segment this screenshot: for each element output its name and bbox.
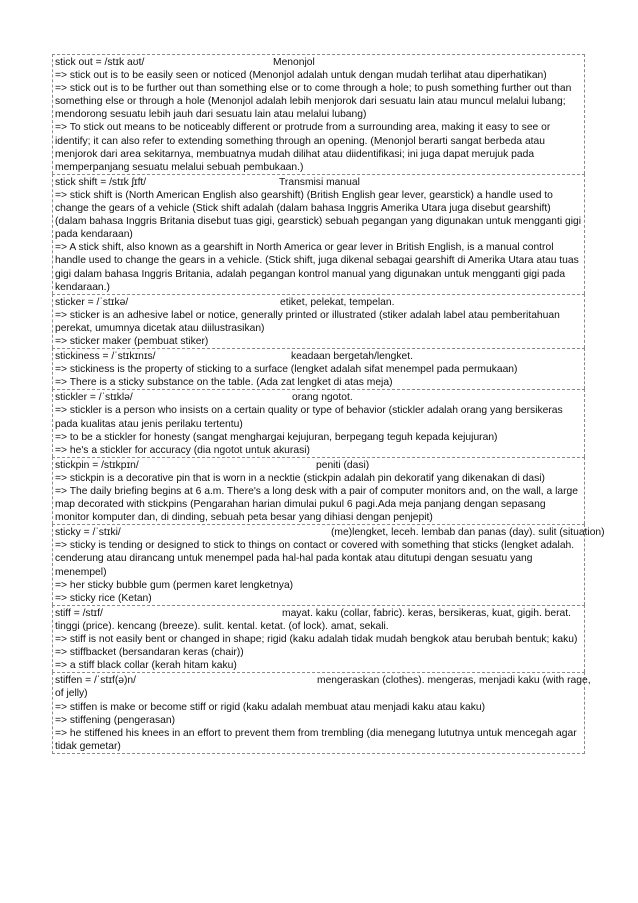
entry-line: => a stiff black collar (kerah hitam kaku) [55,660,237,672]
entry-header [55,459,582,472]
entry-line: => stick out is to be further out than something else or to come through a hole; to push something further out than something else or through a hole (Menonjol adalah lebih menjorok dari sesuatu lain atau muncul melalui lubang; mendorong sesuatu lebih jauh dari sesuatu lain atau melalui lubang) [55,83,572,121]
headword: stiffen = /ˈstɪf(ə)n/ [55,675,137,687]
glossary-entry [52,54,585,174]
entry-header [55,607,582,620]
entry-line: => stickpin is a decorative pin that is worn in a necktie (stickpin adalah pin dekoratif yang dikenakan di dasi) [55,472,545,484]
entry-line: => stickler is a person who insists on a certain quality or type of behavior (stickler adalah orang yang bersikeras pada kualitas atau jenis perilaku tertentu) [55,405,563,430]
glossary-entry [52,524,605,605]
entry-line: => sticker is an adhesive label or notice, generally printed or illustrated (stiker adalah label atau pemberitahuan perekat, umumnya dicetak atau diilustrasikan) [55,309,560,334]
headword: stick shift = /stɪk ʃɪft/ [55,176,147,188]
entry-line: => stickiness is the property of sticking to a surface (lengket adalah sifat menempel pada permukaan) [55,364,518,376]
headword-meaning: (me)lengket, leceh. lembab dan panas (day). sulit (situation) [331,527,605,539]
entry-line: => There is a sticky substance on the table. (Ada zat lengket di atas meja) [55,377,393,389]
headword-meaning: etiket, pelekat, tempelan. [280,296,395,308]
entry-line: => The daily briefing begins at 6 a.m. There's a long desk with a pair of computer monitors and, on the wall, a large map decorated with stickpins (Pengarahan harian dimulai pukul 6 pagi.Ada meja panjang dengan sepasang monitor komputer dan, di dinding, sebuah peta besar yang dihiasi dengan penjepit) [55,486,579,524]
entry-line: => stiff is not easily bent or changed in shape; rigid (kaku adalah tidak mudah bengkok atau berubah bentuk; kaku) [55,634,578,646]
entry-header [55,391,582,404]
glossary-entry [52,294,585,348]
headword-meaning: peniti (dasi) [316,459,370,471]
entry-line: => stiffening (pengerasan) [55,714,176,726]
entry-line: => stiffbacket (bersandaran keras (chair)) [55,647,244,659]
entry-line: => he's a stickler for accuracy (dia ngotot untuk akurasi) [55,444,310,456]
entry-header [55,296,582,309]
headword: sticky = /ˈstɪki/ [55,527,121,539]
entry-header [55,350,582,363]
entry-line: => he stiffened his knees in an effort to prevent them from trembling (dia menegang lututnya untuk mencegah agar tidak gemetar) [55,727,577,752]
glossary-entry [52,348,585,389]
entry-line: => A stick shift, also known as a gearshift in North America or gear lever in British English, is a manual control handle used to change the gears in a vehicle. (Stick shift, juga dikenal sebagai gearshift di Amerika Utara atau tuas gigi dalam bahasa Inggris Britania, adalah pegangan kontrol manual yang digunakan untuk mengganti gigi pada kendaraan.) [55,242,579,293]
entry-line: => stiffen is make or become stiff or rigid (kaku adalah membuat atau menjadi kaku atau kaku) [55,701,486,713]
headword: sticker = /ˈstɪkə/ [55,296,129,308]
headword-meaning: mayat. kaku (collar, fabric). keras, bersikeras, kuat, gigih. berat. [282,607,572,619]
entry-line: => To stick out means to be noticeably different or protrude from a surrounding area, making it easy to see or identify; it can also refer to extending something through an opening. (Menonjol berarti sangat berbeda atau menjorok dari area sekitarnya, membuatnya mudah dilihat atau diidentifikasi; ini juga dapat merujuk pada memperpanjang sesuatu melalui sebuah pembukaan.) [55,122,551,173]
entry-header [55,176,582,189]
headword: stiff = /stɪf/ [55,607,103,619]
glossary-entry [52,605,585,672]
glossary-entry [52,174,585,294]
entry-line: => stick out is to be easily seen or noticed (Menonjol adalah untuk dengan mudah terlihat atau diperhatikan) [55,70,547,82]
entry-line: => sticky rice (Ketan) [55,592,152,604]
glossary-entry [52,389,585,456]
glossary-page [52,54,605,754]
headword: stickpin = /stɪkpɪn/ [55,459,139,471]
headword-meaning: orang ngotot. [292,392,353,404]
headword-meaning: Menonjol [273,57,315,68]
entry-header [55,56,582,69]
entry-line: => her sticky bubble gum (permen karet lengketnya) [55,579,294,591]
glossary-entry [52,457,585,524]
headword-meaning: Transmisi manual [279,176,360,188]
glossary-entry [52,672,591,754]
entry-line: of jelly) [55,688,88,700]
headword-meaning: keadaan bergetah/lengket. [291,351,413,363]
entry-line: => sticker maker (pembuat stiker) [55,335,209,347]
entry-line: tinggi (price). kencang (breeze). sulit. kental. ketat. (of lock). amat, sekali. [55,620,389,632]
entry-line: => sticky is tending or designed to stick to things on contact or covered with something that sticks (lengket adalah. cenderung atau dirancang untuk menempel pada hal-hal pada kontak atau ditutupi dengan sesuatu yang menempel) [55,540,575,578]
entry-header [55,674,591,687]
headword: stickler = /ˈstɪklə/ [55,392,133,404]
entry-header [55,526,605,539]
headword: stickiness = /ˈstɪkɪnɪs/ [55,351,156,363]
headword: stick out = /stɪk aʊt/ [55,57,145,68]
entry-line: => stick shift is (North American English also gearshift) (British English gear lever, gearstick) a handle used to change the gears of a vehicle (Stick shift adalah (dalam bahasa Inggris Amerika Utara juga disebut gearshift) (dalam bahasa Inggris Britania disebut tuas gigi, gearstick) sebuah pegangan yang digunakan untuk mengganti gigi pada kendaraan) [55,189,582,241]
entry-line: => to be a stickler for honesty (sangat menghargai kejujuran, berpegang teguh kepada kejujuran) [55,431,498,443]
headword-meaning: mengeraskan (clothes). mengeras, menjadi kaku (with rage, [317,675,591,687]
